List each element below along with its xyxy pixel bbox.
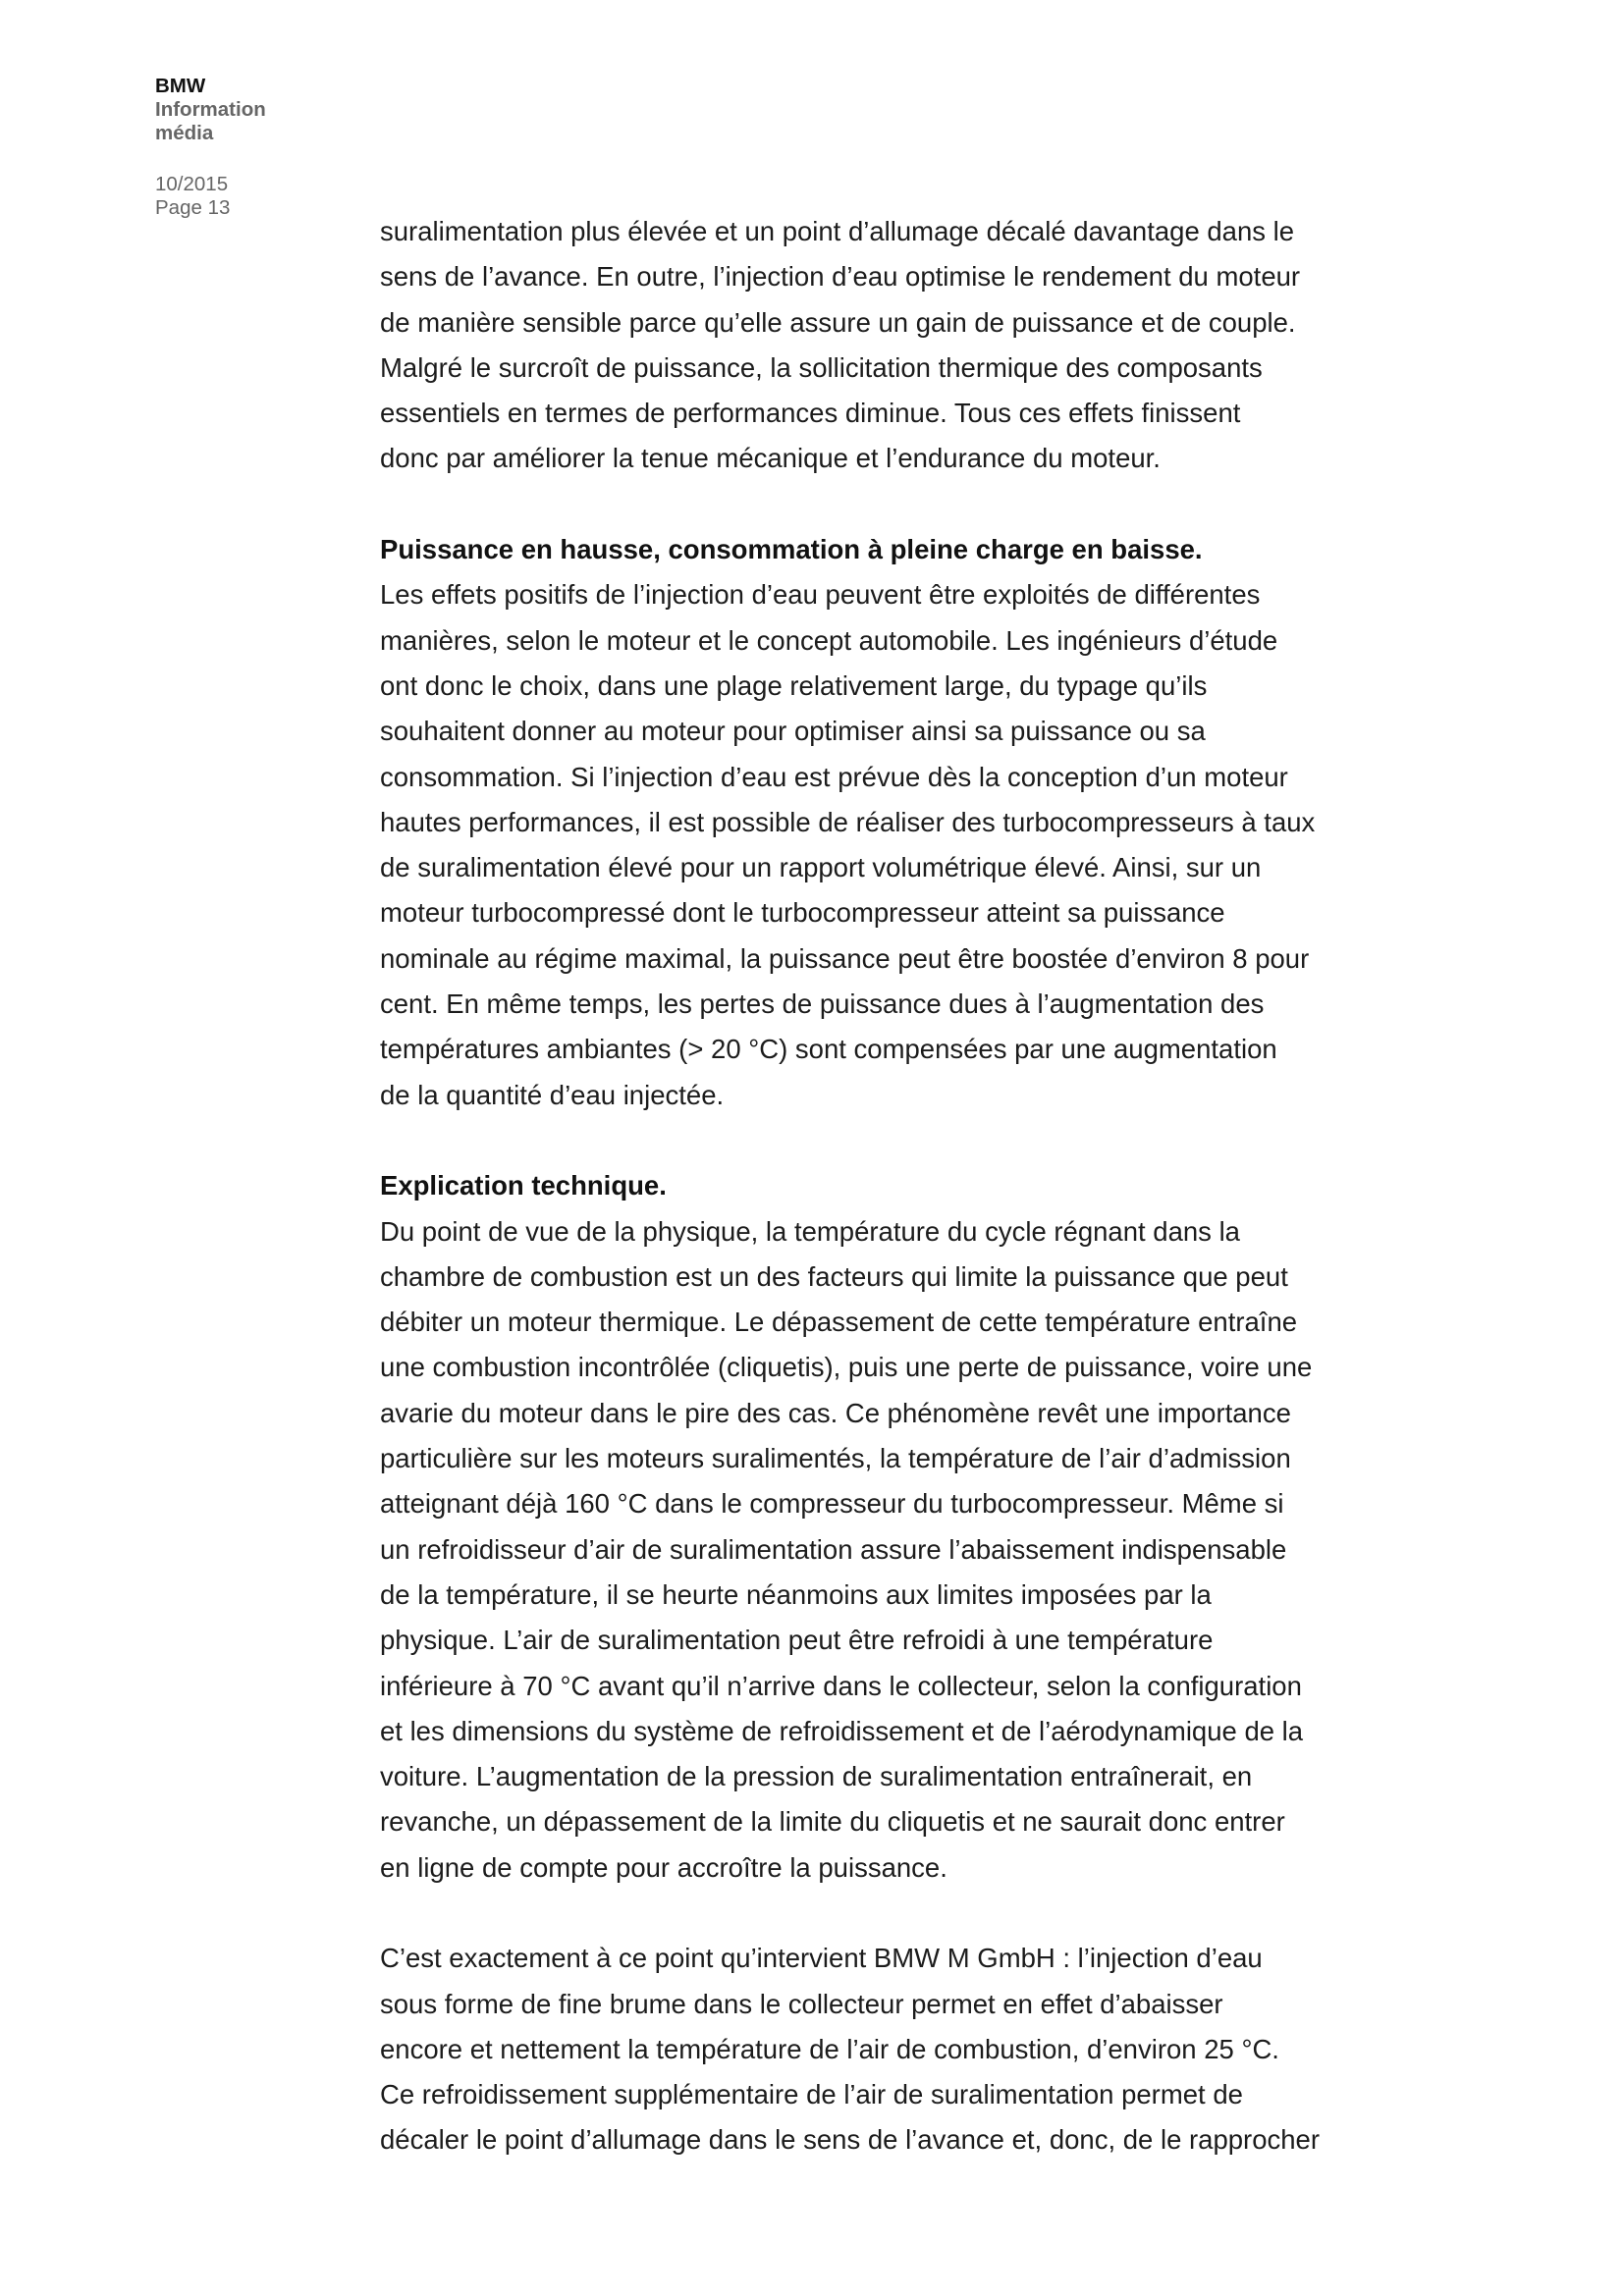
section-power bbox=[380, 527, 1416, 1118]
text-line: chambre de combustion est un des facteurs qui limite la puissance que peut bbox=[380, 1260, 1288, 1292]
text-line: voiture. L’augmentation de la pression de suralimentation entraînerait, en bbox=[380, 1761, 1253, 1792]
text-line: avarie du moteur dans le pire des cas. Ce phénomène revêt une importance bbox=[380, 1397, 1291, 1428]
text-line: débiter un moteur thermique. Le dépassement de cette température entraîne bbox=[380, 1307, 1298, 1338]
text-line: souhaitent donner au moteur pour optimiser ainsi sa puissance ou sa bbox=[380, 716, 1206, 747]
intro-paragraph bbox=[380, 209, 1416, 482]
closing-paragraph bbox=[380, 1936, 1416, 2163]
document-date: 10/2015 bbox=[155, 173, 229, 195]
text-line: de suralimentation élevé pour un rapport volumétrique élevé. Ainsi, sur un bbox=[380, 852, 1262, 883]
brand-subtitle-2: média bbox=[155, 122, 214, 144]
text-line: Du point de vue de la physique, la température du cycle régnant dans la bbox=[380, 1215, 1240, 1247]
text-line: C’est exactement à ce point qu’intervient BMW M GmbH : l’injection d’eau bbox=[380, 1943, 1263, 1974]
text-line: de manière sensible parce qu’elle assure un gain de puissance et de couple. bbox=[380, 306, 1296, 338]
section-technical bbox=[380, 1163, 1416, 1891]
text-line: atteignant déjà 160 °C dans le compresseur du turbocompresseur. Même si bbox=[380, 1488, 1284, 1520]
text-line: de la température, il se heurte néanmoins aux limites imposées par la bbox=[380, 1578, 1212, 1610]
text-line: sous forme de fine brume dans le collecteur permet en effet d’abaisser bbox=[380, 1988, 1223, 2019]
text-line: physique. L’air de suralimentation peut être refroidi à une température bbox=[380, 1625, 1214, 1656]
text-line: Les effets positifs de l’injection d’eau peuvent être exploités de différentes bbox=[380, 579, 1261, 611]
brand-block bbox=[155, 75, 352, 145]
text-line: moteur turbocompressé dont le turbocompresseur atteint sa puissance bbox=[380, 897, 1225, 929]
text-line: et les dimensions du système de refroidissement et de l’aérodynamique de la bbox=[380, 1715, 1304, 1746]
text-line: sens de l’avance. En outre, l’injection d’eau optimise le rendement du moteur bbox=[380, 261, 1301, 293]
text-line: de la quantité d’eau injectée. bbox=[380, 1079, 725, 1110]
text-line: décaler le point d’allumage dans le sens de l’avance et, donc, de le rapprocher bbox=[380, 2124, 1320, 2156]
text-line: inférieure à 70 °C avant qu’il n’arrive dans le collecteur, selon la configuration bbox=[380, 1670, 1302, 1701]
text-line: Malgré le surcroît de puissance, la sollicitation thermique des composants bbox=[380, 351, 1263, 383]
text-line: suralimentation plus élevée et un point d’allumage décalé davantage dans le bbox=[380, 216, 1295, 246]
document-meta bbox=[155, 173, 352, 220]
text-line: encore et nettement la température de l’air de combustion, d’environ 25 °C. bbox=[380, 2033, 1279, 2064]
document-body bbox=[380, 209, 1416, 2163]
text-line: revanche, un dépassement de la limite du cliquetis et ne saurait donc entrer bbox=[380, 1806, 1285, 1838]
text-line: manières, selon le moteur et le concept automobile. Les ingénieurs d’étude bbox=[380, 624, 1278, 656]
text-line: une combustion incontrôlée (cliquetis), puis une perte de puissance, voire une bbox=[380, 1352, 1313, 1383]
text-line: particulière sur les moteurs suralimentés, la température de l’air d’admission bbox=[380, 1443, 1291, 1474]
brand-subtitle-1: Information bbox=[155, 98, 266, 121]
document-header bbox=[155, 75, 352, 220]
text-line: consommation. Si l’injection d’eau est prévue dès la conception d’un moteur bbox=[380, 761, 1288, 792]
text-line: hautes performances, il est possible de réaliser des turbocompresseurs à taux bbox=[380, 806, 1316, 837]
text-line: ont donc le choix, dans une plage relativement large, du typage qu’ils bbox=[380, 669, 1208, 701]
text-line: nominale au régime maximal, la puissance peut être boostée d’environ 8 pour bbox=[380, 942, 1310, 974]
text-line: un refroidisseur d’air de suralimentation assure l’abaissement indispensable bbox=[380, 1533, 1287, 1565]
section-heading: Puissance en hausse, consommation à pleine charge en baisse. bbox=[380, 534, 1203, 565]
text-line: donc par améliorer la tenue mécanique et l’endurance du moteur. bbox=[380, 443, 1161, 474]
text-line: en ligne de compte pour accroître la puissance. bbox=[380, 1851, 947, 1883]
page-number: Page 13 bbox=[155, 196, 231, 219]
text-line: essentiels en termes de performances diminue. Tous ces effets finissent bbox=[380, 398, 1241, 429]
text-line: cent. En même temps, les pertes de puissance dues à l’augmentation des bbox=[380, 988, 1265, 1020]
section-heading: Explication technique. bbox=[380, 1170, 667, 1201]
brand-name: BMW bbox=[155, 75, 206, 97]
text-line: Ce refroidissement supplémentaire de l’air de suralimentation permet de bbox=[380, 2079, 1243, 2110]
text-line: températures ambiantes (> 20 °C) sont compensées par une augmentation bbox=[380, 1034, 1277, 1065]
